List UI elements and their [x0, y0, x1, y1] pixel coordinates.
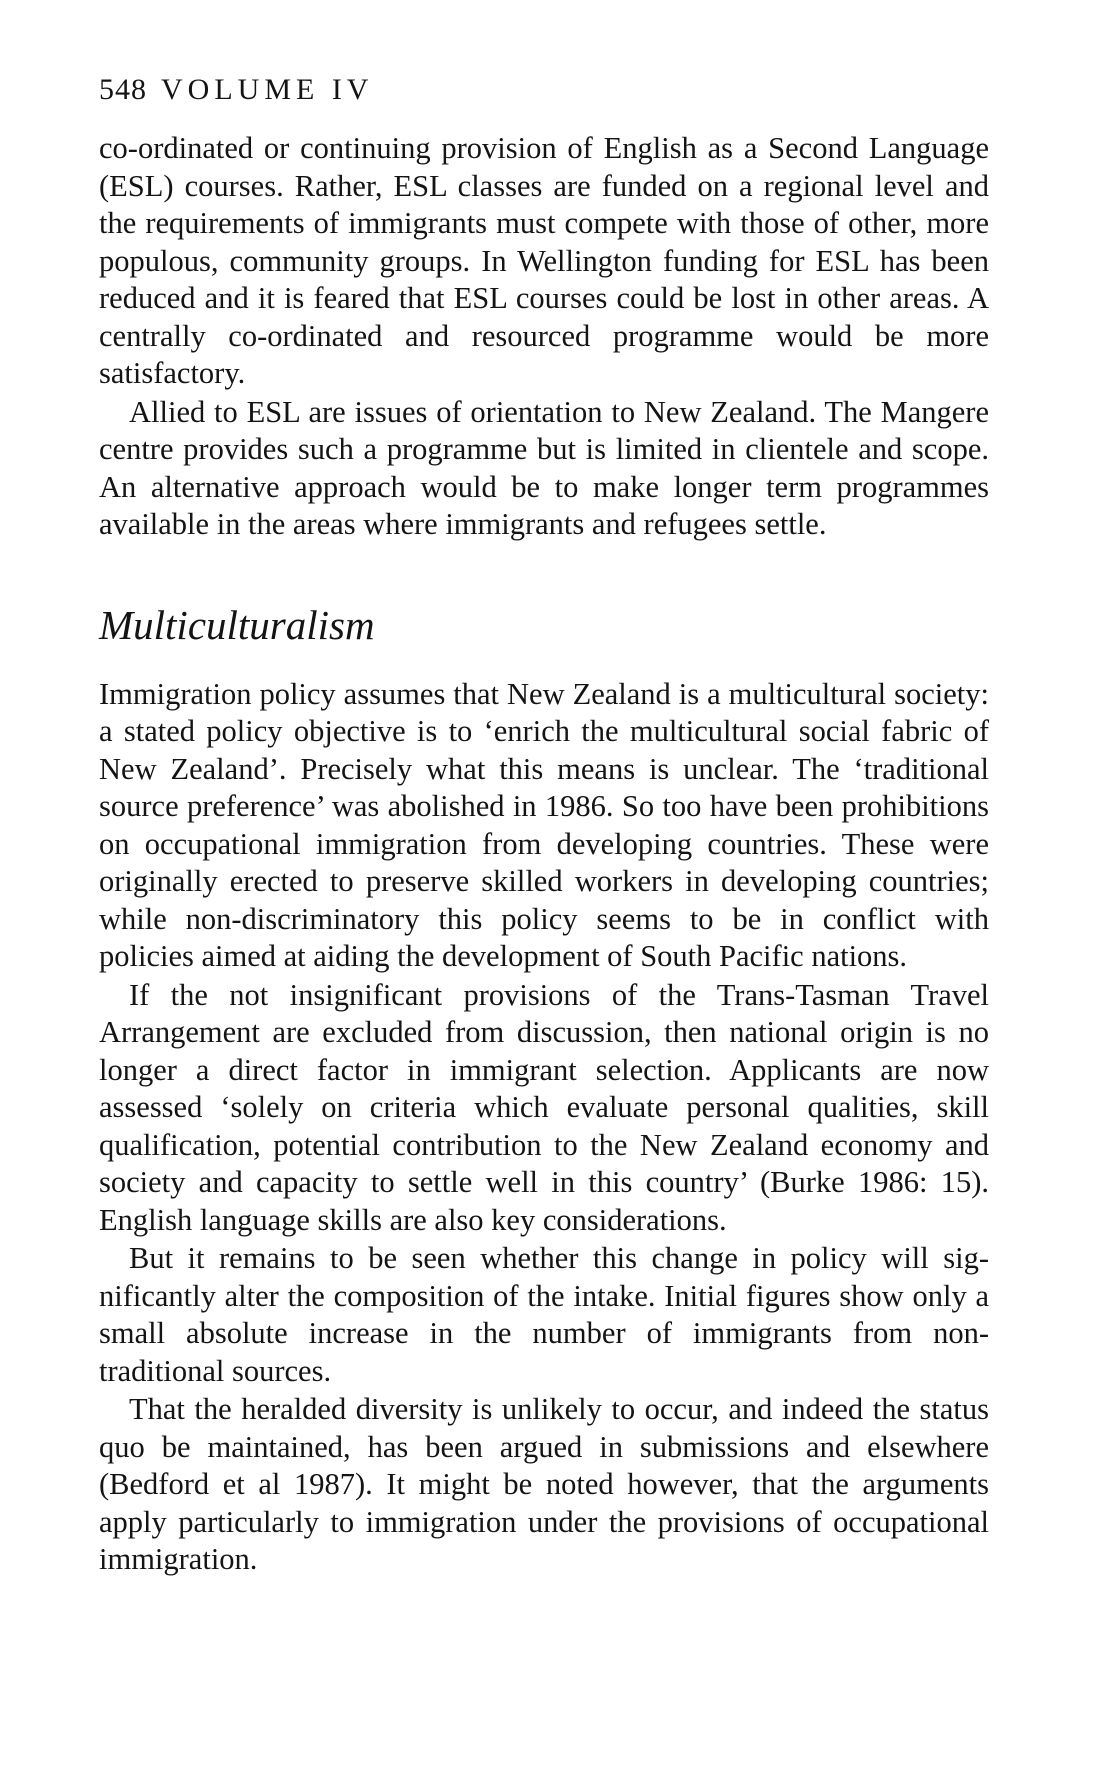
volume-label: VOLUME IV — [161, 73, 374, 106]
page-number: 548 — [99, 73, 147, 106]
section-heading: Multiculturalism — [99, 601, 375, 648]
paragraph-policy-change: But it remains to be seen whether this change in policy will significantly alter the composition of the intake. Initial figures show only a small absolute increase in the number of immigrants from non-traditional sources. — [99, 1241, 989, 1388]
paragraph-immigration-policy: Immigration policy assumes that New Zealand is a multicultural society: a stated policy objective is to ‘enrich the multicultural social fabric of New Zealand’. Precisely what this means is unclear. The ‘traditional source preference’ was abolished in 1986. So too have been prohibitions on occupational immigration from developing countries. These were originally erected to preserve skilled workers in developing countries; while non-discriminatory this policy seems to be in conflict with policies aimed at aiding the development of South Pacific nations. — [99, 676, 989, 973]
paragraph-continued: co-ordinated or continuing provision of English as a Second Language (ESL) courses. Rather, ESL classes are funded on a regional level and the requirements of immigrants must compete with those of other, more populous, community groups. In Wellington funding for ESL has been reduced and it is feared that ESL courses could be lost in other areas. A centrally co-ordinated and resourced programme would be more satisfactory. — [99, 131, 989, 390]
paragraph-esl-orientation: Allied to ESL are issues of orientation to New Zealand. The Mangere centre provides such a programme but is limited in clientele and scope. An alternative approach would be to make longer term programmes available in the areas where immigrants and refugees settle. — [99, 394, 989, 541]
running-head — [99, 70, 989, 110]
paragraph-heralded-diversity: That the heralded diversity is unlikely to occur, and indeed the status quo be maintained, has been argued in submissions and elsewhere (Bedford et al 1987). It might be noted however, that the arguments apply particularly to immigration under the provisions of occupational immigration. — [99, 1392, 989, 1576]
book-page — [99, 70, 989, 1579]
paragraph-trans-tasman: If the not insignificant provisions of the Trans-Tasman Travel Arrangement are excluded from discussion, then national origin is no longer a direct factor in immigrant selection. Applicants are now assessed ‘solely on criteria which evaluate personal qualities, skill qualification, potential contribution to the New Zealand economy and society and capacity to settle well in this country’ (Burke 1986: 15). English language skills are also key considerations. — [99, 977, 989, 1237]
